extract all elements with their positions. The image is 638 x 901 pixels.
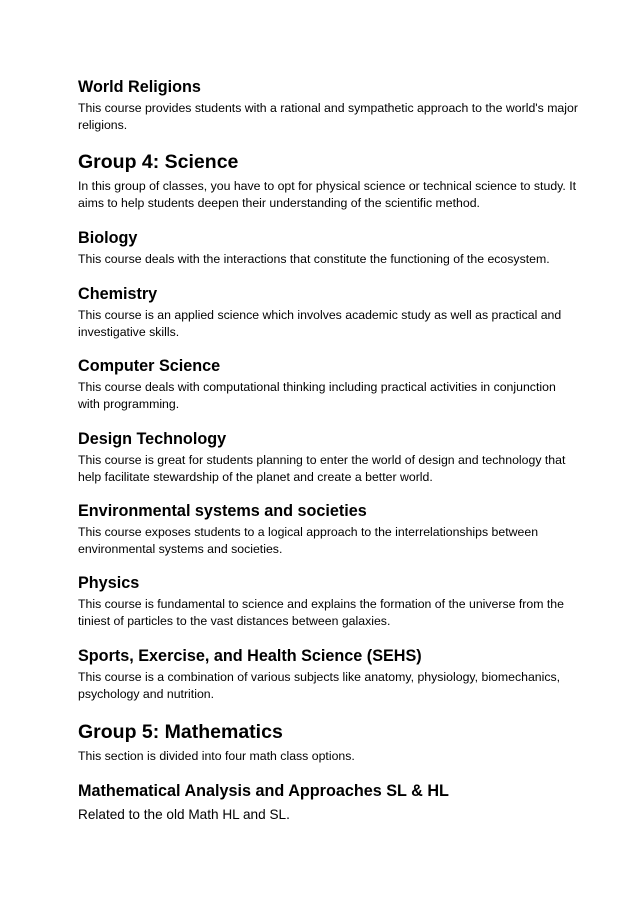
heading-design-technology: Design Technology [78, 430, 227, 448]
paragraph-environmental-systems: This course exposes students to a logical approach to the interrelationships between environmental systems and societies. [78, 525, 539, 557]
paragraph-group-5-mathematics: This section is divided into four math class options. [78, 749, 355, 763]
heading-environmental-systems: Environmental systems and societies [78, 502, 367, 520]
heading-chemistry: Chemistry [78, 285, 158, 303]
heading-group-5-mathematics: Group 5: Mathematics [78, 721, 283, 743]
paragraph-design-technology: This course is great for students planning to enter the world of design and technology that help facilitate stewardship of the planet and create a better world. [78, 453, 566, 485]
heading-biology: Biology [78, 229, 138, 247]
heading-world-religions: World Religions [78, 78, 201, 96]
paragraph-computer-science: This course deals with computational thinking including practical activities in conjunction with programming. [78, 380, 556, 412]
paragraph-chemistry: This course is an applied science which involves academic study as well as practical and investigative skills. [78, 308, 562, 340]
paragraph-group-4-science: In this group of classes, you have to opt for physical science or technical science to study. It aims to help students deepen their understanding of the scientific method. [78, 179, 577, 211]
paragraph-world-religions: This course provides students with a rational and sympathetic approach to the world's major religions. [78, 101, 578, 133]
heading-math-analysis: Mathematical Analysis and Approaches SL & HL [78, 782, 449, 800]
paragraph-physics: This course is fundamental to science and explains the formation of the universe from the tiniest of particles to the vast distances between galaxies. [78, 597, 564, 629]
heading-group-4-science: Group 4: Science [78, 151, 239, 173]
paragraph-sehs: This course is a combination of various subjects like anatomy, physiology, biomechanics, psychology and nutrition. [78, 670, 561, 702]
paragraph-math-analysis: Related to the old Math HL and SL. [78, 807, 290, 822]
heading-physics: Physics [78, 574, 140, 592]
heading-sehs: Sports, Exercise, and Health Science (SEHS) [78, 647, 422, 665]
paragraph-biology: This course deals with the interactions that constitute the functioning of the ecosystem. [78, 252, 550, 266]
heading-computer-science: Computer Science [78, 357, 221, 375]
